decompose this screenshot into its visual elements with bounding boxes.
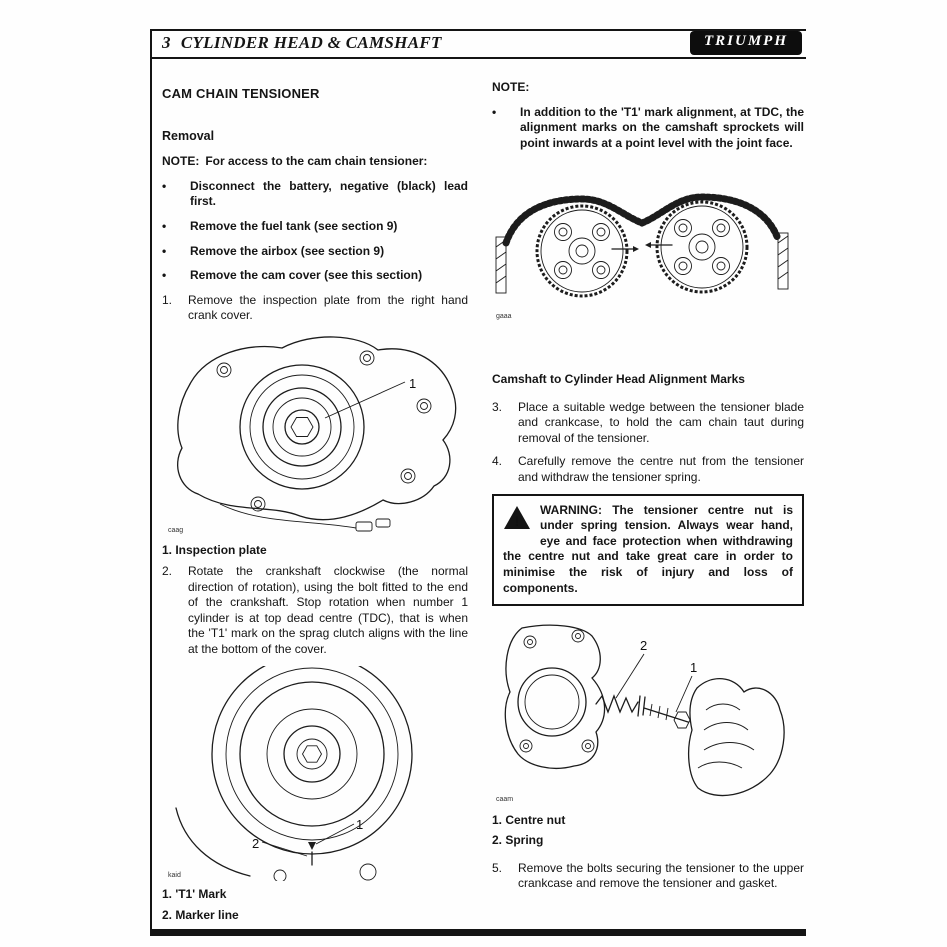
bullet-airbox: [162, 244, 468, 260]
figure-tag: kaid: [168, 871, 181, 879]
bullet-text: Remove the cam cover (see this section): [190, 268, 423, 283]
figure-tag: caam: [496, 796, 514, 804]
bullet-battery: [162, 179, 468, 210]
section-number: 3: [162, 32, 171, 52]
step-number: 5.: [492, 860, 503, 875]
step-number: 2.: [162, 564, 173, 579]
note-access: [162, 154, 468, 170]
section-title: CYLINDER HEAD & CAMSHAFT: [180, 32, 442, 52]
note-text: For access to the cam chain tensioner:: [205, 154, 428, 169]
bullet-text: Remove the fuel tank (see section 9): [190, 218, 398, 233]
left-margin-rule: [150, 29, 152, 936]
callout-2: 2: [640, 638, 648, 654]
bullet-cam-cover: [162, 268, 468, 284]
callout-1: 1: [356, 816, 364, 832]
triumph-logo: TRIUMPH: [690, 31, 802, 55]
bullet-glyph: •: [162, 218, 167, 233]
fig1-caption: 1. Inspection plate: [162, 543, 267, 558]
note-label: NOTE:: [162, 154, 200, 169]
fig3-caption: Camshaft to Cylinder Head Alignment Marks: [492, 371, 745, 386]
inspection-plate-drawing: [162, 332, 468, 537]
bullet-glyph: •: [162, 178, 167, 193]
warning-label: WARNING:: [540, 502, 602, 517]
fig2-caption-2: 2. Marker line: [162, 907, 239, 922]
right-column: [492, 80, 804, 900]
note-tdc: [492, 80, 804, 96]
camshaft-sprockets-drawing: [492, 185, 792, 323]
warning-exclamation: !: [514, 512, 520, 529]
bullet-fuel-tank: [162, 219, 468, 235]
step-number: 3.: [492, 399, 503, 414]
page-header: [162, 32, 802, 54]
callout-1: 1: [690, 660, 698, 676]
step-text: Rotate the crankshaft clockwise (the normal direction of rotation), using the bolt fitted to the end of the crankshaft. Stop rotation when number 1 cylinder is at top dead centre (TDC), that is when the 'T1' mark on the sprag clutch aligns with the line at the bottom of the cover.: [188, 564, 468, 657]
step-text: Place a suitable wedge between the tensioner blade and crankcase, to hold the cam chain taut during removal of the tensioner.: [518, 399, 804, 445]
note-label: NOTE:: [492, 80, 530, 94]
figure-tag: gaaa: [496, 313, 512, 321]
warning-text: The tensioner centre nut is under spring tension. Always wear hand, eye and face protection when withdrawing the centre nut and take great care in order to minimise the risk of injury and loss of components.: [503, 502, 793, 595]
fig4-caption-2: 2. Spring: [492, 833, 544, 848]
figure-camshaft-sprockets: [492, 185, 804, 328]
bullet-alignment-marks: [492, 105, 804, 152]
step-text: Remove the bolts securing the tensioner to the upper crankcase and remove the tensioner and gasket.: [518, 860, 804, 891]
t1-mark-drawing: [162, 666, 468, 881]
warning-triangle-icon: [503, 505, 531, 536]
step-number: 4.: [492, 454, 503, 469]
bullet-text: In addition to the 'T1' mark alignment, at TDC, the alignment marks on the camshaft sprockets will point inwards at a point level with the joint face.: [520, 104, 804, 150]
removal-subheading: Removal: [162, 128, 215, 143]
callout-1: 1: [409, 375, 417, 391]
callout-2: 2: [252, 835, 260, 851]
left-column: [162, 86, 468, 928]
step-5: [492, 861, 804, 892]
step-text: Remove the inspection plate from the right hand crank cover.: [188, 292, 468, 323]
bullet-glyph: •: [492, 104, 497, 119]
figure-inspection-plate: [162, 332, 468, 542]
bullet-glyph: •: [162, 268, 167, 283]
figure-t1-mark: [162, 666, 468, 886]
bullet-text: Remove the airbox (see section 9): [190, 243, 385, 258]
fig4-caption-1: 1. Centre nut: [492, 812, 566, 827]
fig2-caption-1: 1. 'T1' Mark: [162, 887, 227, 902]
bolt-heads: [217, 351, 431, 511]
page-title: [162, 32, 442, 54]
step-4: [492, 454, 804, 485]
figure-tag: caag: [168, 526, 184, 534]
step-2: [162, 564, 468, 658]
warning-box: [492, 494, 804, 607]
header-bottom-rule: [150, 57, 806, 59]
centre-nut-drawing: [492, 618, 792, 806]
footer-bar: [150, 929, 806, 936]
bullet-glyph: •: [162, 243, 167, 258]
step-1: [162, 293, 468, 324]
step-3: [492, 400, 804, 447]
step-text: Carefully remove the centre nut from the tensioner and withdraw the tensioner spring.: [518, 454, 804, 484]
section-heading: CAM CHAIN TENSIONER: [162, 86, 320, 101]
figure-centre-nut: [492, 618, 804, 811]
bullet-text: Disconnect the battery, negative (black) lead first.: [190, 178, 468, 209]
step-number: 1.: [162, 292, 173, 307]
